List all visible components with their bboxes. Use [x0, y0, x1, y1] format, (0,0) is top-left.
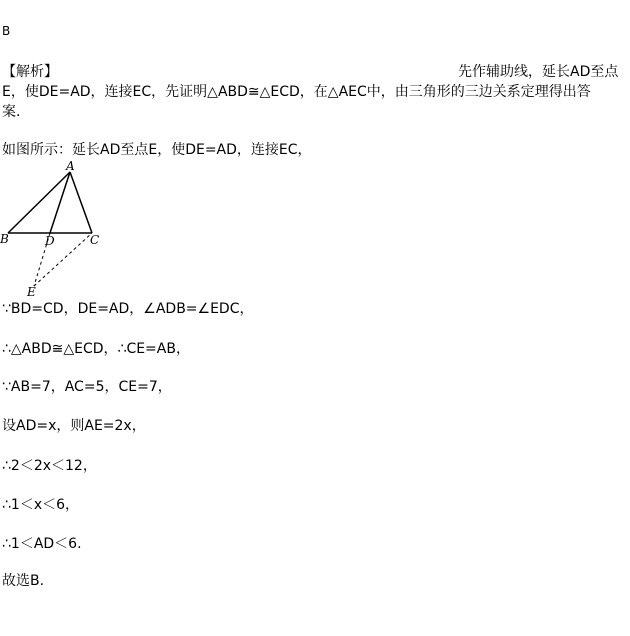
analysis-intro-right: 先作辅助线，延长AD至点: [458, 64, 619, 80]
step-4: 设AD=x，则AE=2x，: [2, 418, 146, 434]
step-7: ∴1＜AD＜6.: [2, 536, 82, 552]
label-a: A: [66, 160, 75, 173]
answer-label: B: [2, 24, 11, 38]
segment-ac: [70, 172, 92, 233]
label-d: D: [45, 234, 55, 248]
segment-ec-dashed: [34, 233, 92, 286]
step-8: 故选B.: [2, 573, 45, 589]
step-2: ∴△ABD≅△ECD，∴CE=AB，: [2, 341, 190, 357]
label-c: C: [90, 233, 100, 247]
analysis-intro-line2: E，使DE=AD，连接EC，先证明△ABD≅△ECD，在△AEC中，由三角形的三边关系定理得出答: [2, 84, 591, 100]
step-3: ∵AB=7，AC=5，CE=7，: [2, 379, 172, 395]
figure-caption: 如图所示：延长AD至点E，使DE=AD，连接EC，: [2, 142, 312, 158]
analysis-intro-line3: 案.: [2, 104, 21, 120]
triangle-figure: [0, 160, 120, 300]
analysis-heading: 【解析】: [2, 64, 58, 80]
label-e: E: [27, 285, 36, 299]
step-6: ∴1＜x＜6，: [2, 497, 80, 513]
step-5: ∴2＜2x＜12，: [2, 458, 97, 474]
step-1: ∵BD=CD，DE=AD，∠ADB=∠EDC，: [2, 301, 254, 317]
label-b: B: [0, 232, 9, 246]
